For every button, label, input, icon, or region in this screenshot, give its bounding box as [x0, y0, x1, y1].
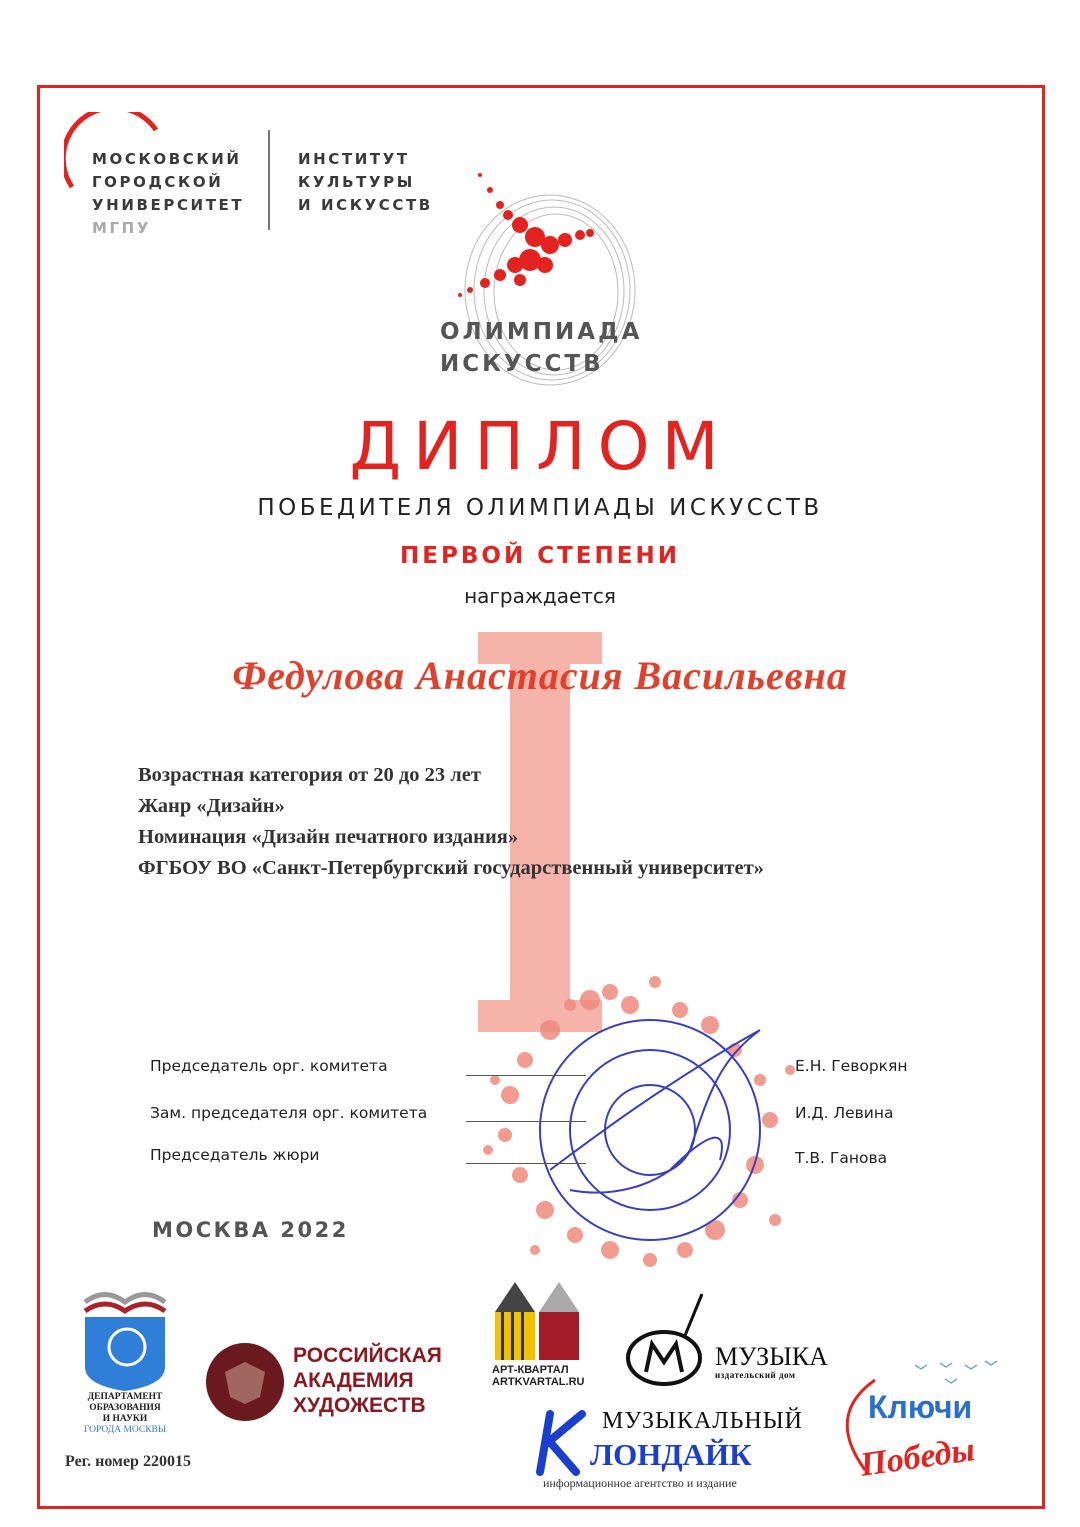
muzyka-emblem-icon	[624, 1290, 714, 1390]
degree-label: ПЕРВОЙ СТЕПЕНИ	[400, 543, 680, 569]
signature-line	[466, 1075, 586, 1076]
official-stamp-icon	[470, 970, 800, 1290]
keys-subtitle: Победы	[857, 1431, 978, 1484]
university-abbr: МГПУ	[92, 219, 152, 237]
university-line: ГОРОДСКОЙ	[92, 173, 224, 191]
art-kvartal-logo-text	[492, 1364, 584, 1388]
signature-role: Председатель жюри	[150, 1146, 320, 1164]
muzyka-title: МУЗЫКА	[715, 1342, 829, 1371]
dept-line: И НАУКИ	[102, 1414, 148, 1424]
institute-line: ИНСТИТУТ	[298, 150, 410, 168]
klondike-main: ЛОНДАЙК	[590, 1437, 752, 1472]
signature-name: И.Д. Левина	[795, 1104, 894, 1122]
city-year: МОСКВА 2022	[152, 1218, 349, 1242]
registration-number: Рег. номер 220015	[65, 1453, 191, 1470]
olympiad-logo-text	[440, 316, 642, 380]
klondike-k-icon	[536, 1410, 590, 1476]
genre: Жанр «Дизайн»	[138, 795, 285, 817]
institution: ФГБОУ ВО «Санкт-Петербургский государственный университет»	[138, 857, 764, 879]
department-emblem-icon	[80, 1287, 170, 1392]
klondike-subtitle: информационное агентство и издание	[543, 1476, 737, 1490]
institute-line: КУЛЬТУРЫ	[298, 173, 415, 191]
nomination: Номинация «Дизайн печатного издания»	[138, 826, 519, 848]
signature-line	[466, 1163, 586, 1164]
dept-line: ОБРАЗОВАНИЯ	[89, 1403, 161, 1413]
university-name	[92, 148, 244, 240]
signature-role: Председатель орг. комитета	[150, 1057, 388, 1075]
award-details	[138, 760, 764, 884]
logo-divider	[268, 130, 270, 230]
muzyka-subtitle: издательский дом	[715, 1370, 796, 1380]
diploma-subtitle: ПОБЕДИТЕЛЯ ОЛИМПИАДЫ ИСКУССТВ	[257, 495, 823, 521]
academy-emblem-icon	[205, 1342, 285, 1422]
muzyka-logo-text	[715, 1344, 828, 1380]
diploma-title: ДИПЛОМ	[349, 408, 731, 485]
academy-line: АКАДЕМИЯ	[293, 1369, 414, 1392]
awarded-label: награждается	[464, 584, 616, 608]
age-category: Возрастная категория от 20 до 23 лет	[138, 764, 481, 786]
signature-name: Е.Н. Геворкян	[795, 1057, 908, 1075]
olympiad-logo-line: ОЛИМПИАДА	[440, 319, 643, 345]
signature-name: Т.В. Ганова	[795, 1149, 888, 1167]
department-logo-text	[70, 1392, 180, 1436]
olympiad-logo-line: ИСКУССТВ	[440, 351, 604, 377]
signature-line	[466, 1121, 586, 1122]
signature-role: Зам. председателя орг. комитета	[150, 1104, 428, 1122]
art-kvartal-pencils-icon	[493, 1282, 583, 1362]
institute-name	[298, 148, 433, 217]
academy-line: ХУДОЖЕСТВ	[293, 1394, 426, 1417]
art-kvartal-name: АРТ-КВАРТАЛ	[492, 1364, 569, 1376]
keys-title: Ключи	[868, 1389, 973, 1425]
academy-logo-text	[293, 1343, 442, 1418]
dept-line: ДЕПАРТАМЕНТ	[87, 1392, 163, 1402]
dept-line: ГОРОДА МОСКВЫ	[83, 1425, 167, 1435]
klondike-top: МУЗЫКАЛЬНЫЙ	[602, 1408, 803, 1434]
institute-line: И ИСКУССТВ	[298, 196, 433, 214]
recipient-name: Федулова Анастасия Васильевна	[232, 653, 848, 698]
art-kvartal-url: ARTKVARTAL.RU	[492, 1376, 585, 1388]
university-line: МОСКОВСКИЙ	[92, 150, 242, 168]
academy-line: РОССИЙСКАЯ	[293, 1344, 442, 1367]
university-line: УНИВЕРСИТЕТ	[92, 196, 245, 214]
